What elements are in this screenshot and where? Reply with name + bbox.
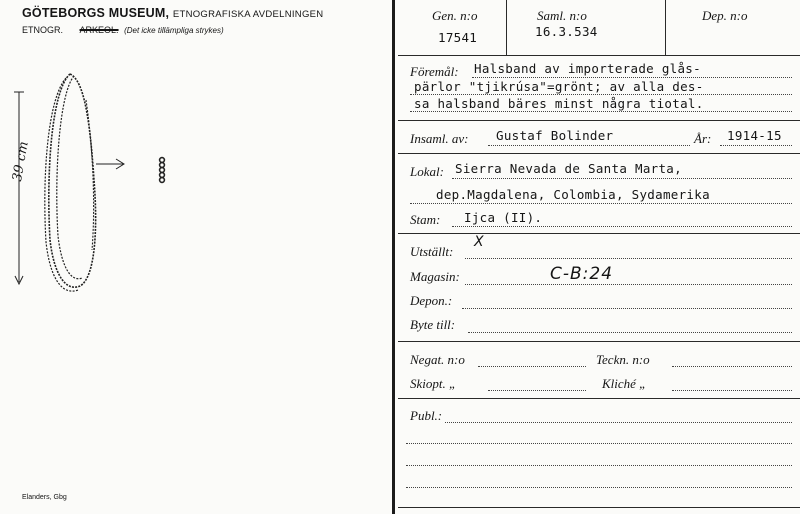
ar-dots — [720, 145, 792, 146]
negat-dots — [478, 366, 586, 367]
strike-note: (Det icke tillämpliga strykes) — [124, 26, 224, 35]
kliche-dots — [672, 390, 792, 391]
utstallt-label: Utställt: — [410, 244, 454, 259]
publ-dots-2 — [406, 443, 792, 444]
lokal-dots-2 — [410, 203, 792, 204]
top-col-line-1 — [506, 0, 507, 55]
museum-name: GÖTEBORGS MUSEUM, — [22, 6, 170, 20]
negat-rule — [398, 398, 800, 399]
magasin-dots — [465, 284, 792, 285]
foremal-dots-1 — [472, 77, 792, 78]
vertical-divider — [392, 0, 395, 514]
negat-label: Negat. n:o — [410, 352, 465, 367]
magasin-label: Magasin: — [410, 269, 460, 284]
museum-header — [22, 6, 323, 20]
publ-dots-4 — [406, 487, 792, 488]
skiopt-dots — [488, 390, 586, 391]
insamlad-dots — [488, 145, 690, 146]
scale-bar — [14, 92, 24, 284]
publ-label: Publ.: — [410, 408, 443, 423]
necklace-sketch — [0, 60, 200, 310]
byte-label: Byte till: — [410, 317, 456, 332]
bead-detail — [160, 158, 165, 183]
utstallt-dots — [465, 258, 792, 259]
lokal-label: Lokal: — [410, 164, 444, 179]
byte-dots — [468, 332, 792, 333]
lokal-dots-1 — [452, 178, 792, 179]
lokal-line1: Sierra Nevada de Santa Marta, — [455, 161, 682, 176]
depon-dots — [462, 308, 792, 309]
struck-arkeol: ARKEOL. — [79, 25, 119, 35]
depon-label: Depon.: — [410, 293, 453, 308]
lokal-line2: dep.Magdalena, Colombia, Sydamerika — [436, 187, 710, 202]
etnogr-label: ETNOGR. — [22, 25, 64, 35]
stam-label: Stam: — [410, 212, 441, 227]
gen-value: 17541 — [438, 30, 478, 45]
department-name: ETNOGRAFISKA AVDELNINGEN — [172, 9, 324, 20]
kliche-label: Kliché „ — [602, 376, 647, 391]
top-col-line-2 — [665, 0, 666, 55]
byte-rule — [398, 341, 800, 342]
ar-label: År: — [694, 131, 712, 146]
dep-label: Dep. n:o — [702, 8, 748, 23]
printer-credit: Elanders, Gbg — [22, 494, 67, 501]
gen-label: Gen. n:o — [432, 8, 478, 23]
category-line — [22, 25, 224, 35]
foremal-dots-2 — [410, 94, 792, 95]
skiopt-label: Skiopt. „ — [410, 376, 457, 391]
teckn-label: Teckn. n:o — [596, 352, 650, 367]
insamlad-value: Gustaf Bolinder — [496, 128, 614, 143]
utstallt-mark: X — [474, 234, 484, 250]
top-row-rule — [398, 55, 800, 56]
stam-rule — [398, 233, 800, 234]
foremal-line1: Halsband av importerade glås- — [474, 61, 701, 76]
foremal-rule — [398, 120, 800, 121]
scale-label: 39 cm — [10, 140, 32, 183]
bottom-rule — [398, 507, 800, 508]
foremal-line3: sa halsband bäres minst några tiotal. — [414, 96, 704, 111]
foremal-line2: pärlor "tjikrúsa"=grönt; av alla des- — [414, 79, 704, 94]
saml-label: Saml. n:o — [537, 8, 587, 23]
insamlad-label: Insaml. av: — [410, 131, 469, 146]
saml-value: 16.3.534 — [535, 24, 598, 39]
foremal-label: Föremål: — [410, 64, 459, 79]
stam-value: Ijca (II). — [464, 210, 543, 225]
insamlad-rule — [398, 153, 800, 154]
ar-value: 1914-15 — [727, 128, 782, 143]
teckn-dots — [672, 366, 792, 367]
foremal-dots-3 — [410, 111, 792, 112]
publ-dots-3 — [406, 465, 792, 466]
publ-dots-1 — [445, 422, 792, 423]
magasin-value: C-B:24 — [550, 264, 614, 284]
stam-dots — [452, 226, 792, 227]
